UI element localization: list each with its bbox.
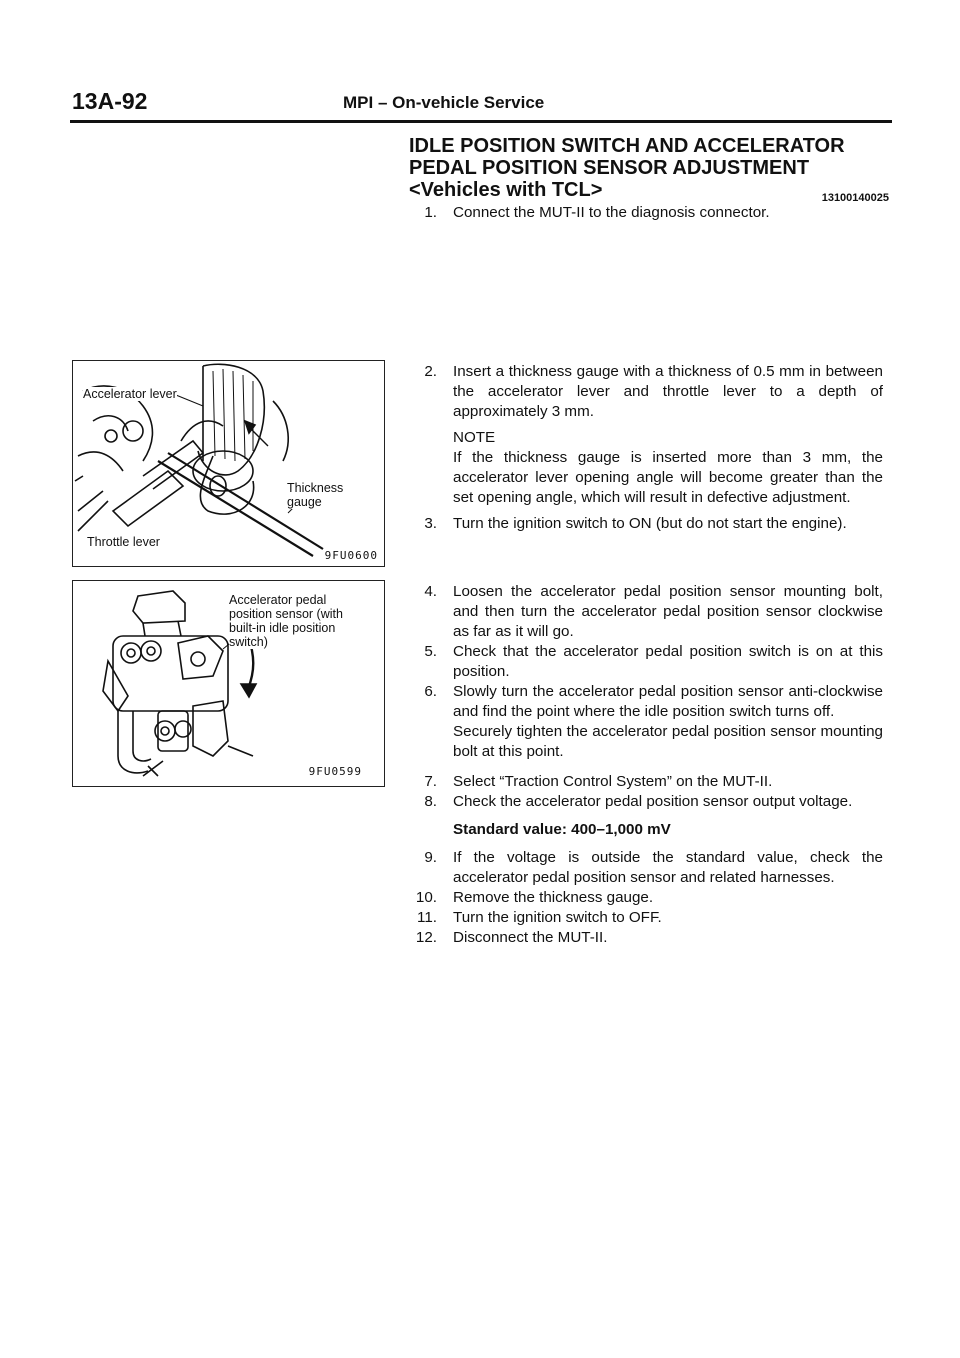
step-5	[413, 642, 883, 682]
figure-pedal-position-sensor	[72, 580, 385, 787]
step-group-3	[413, 582, 883, 762]
step-text: Connect the MUT-II to the diagnosis connector.	[453, 204, 770, 221]
step-number: 11.	[417, 909, 437, 926]
figure-code: 9FU0599	[308, 765, 362, 778]
step-text: Disconnect the MUT-II.	[453, 929, 608, 946]
step-text: Check the accelerator pedal position sensor output voltage.	[453, 793, 853, 810]
step-number: 7.	[424, 773, 437, 790]
figure-throttle-lever	[72, 360, 385, 567]
step-group-4	[413, 772, 883, 948]
step-number: 6.	[424, 683, 437, 700]
step-number: 9.	[424, 849, 437, 866]
step-text: Turn the ignition switch to OFF.	[453, 909, 662, 926]
step-text: Remove the thickness gauge.	[453, 889, 654, 906]
label-throttle-lever: Throttle lever	[87, 535, 160, 549]
step-text: Insert a thickness gauge with a thickness of 0.5 mm in between the accelerator lever and throttle lever to a depth of approximately 3 mm.	[453, 363, 883, 420]
heading-line-2: PEDAL POSITION SENSOR ADJUSTMENT	[409, 157, 810, 179]
note-label: NOTE	[453, 429, 496, 446]
step-3	[413, 514, 883, 534]
step-group-2	[413, 362, 883, 534]
step-text: Check that the accelerator pedal position switch is on at this position.	[453, 643, 883, 680]
note-block	[413, 428, 883, 508]
step-number: 4.	[424, 583, 437, 600]
step-11	[413, 908, 883, 928]
procedure-heading	[409, 135, 889, 204]
label-pedal-position-sensor: Accelerator pedal position sensor (with built-in idle position switch)	[229, 593, 359, 649]
step-text: If the voltage is outside the standard value, check the accelerator pedal position sensor and related harnesses.	[453, 849, 883, 886]
step-12	[413, 928, 883, 948]
step-number: 5.	[424, 643, 437, 660]
step-6-extra: Securely tighten the accelerator pedal position sensor mounting bolt at this point.	[453, 723, 883, 760]
step-6	[413, 682, 883, 762]
section-title: MPI – On-vehicle Service	[343, 93, 545, 112]
step-text: Loosen the accelerator pedal position sensor mounting bolt, and then turn the accelerator pedal position sensor clockwise as far as it will go.	[453, 583, 883, 640]
step-text: Slowly turn the accelerator pedal position sensor anti-clockwise and find the point where the idle position switch turns off.	[453, 683, 883, 720]
step-10	[413, 888, 883, 908]
note-text: If the thickness gauge is inserted more than 3 mm, the accelerator lever opening angle will become greater than the set opening angle, which will result in defective adjustment.	[453, 449, 883, 506]
step-1	[413, 203, 883, 223]
step-2	[413, 362, 883, 422]
step-8	[413, 792, 883, 812]
step-number: 2.	[424, 363, 437, 380]
heading-line-1: IDLE POSITION SWITCH AND ACCELERATOR	[409, 135, 845, 157]
heading-code: 13100140025	[821, 192, 889, 204]
standard-value: Standard value: 400–1,000 mV	[453, 821, 671, 838]
header-rule	[70, 120, 892, 123]
label-accelerator-lever: Accelerator lever	[83, 387, 177, 401]
step-number: 3.	[424, 515, 437, 532]
step-4	[413, 582, 883, 642]
label-thickness-gauge: Thickness gauge	[287, 481, 367, 509]
step-group-1	[413, 203, 883, 223]
step-number: 10.	[415, 889, 437, 906]
step-7	[413, 772, 883, 792]
step-9	[413, 848, 883, 888]
step-text: Turn the ignition switch to ON (but do not start the engine).	[453, 515, 847, 532]
figure-code: 9FU0600	[324, 549, 378, 562]
step-number: 8.	[424, 793, 437, 810]
step-text: Select “Traction Control System” on the MUT-II.	[453, 773, 773, 790]
heading-line-3: <Vehicles with TCL>	[409, 179, 603, 201]
page-number: 13A-92	[72, 88, 148, 114]
step-number: 1.	[424, 204, 437, 221]
step-number: 12.	[415, 929, 437, 946]
